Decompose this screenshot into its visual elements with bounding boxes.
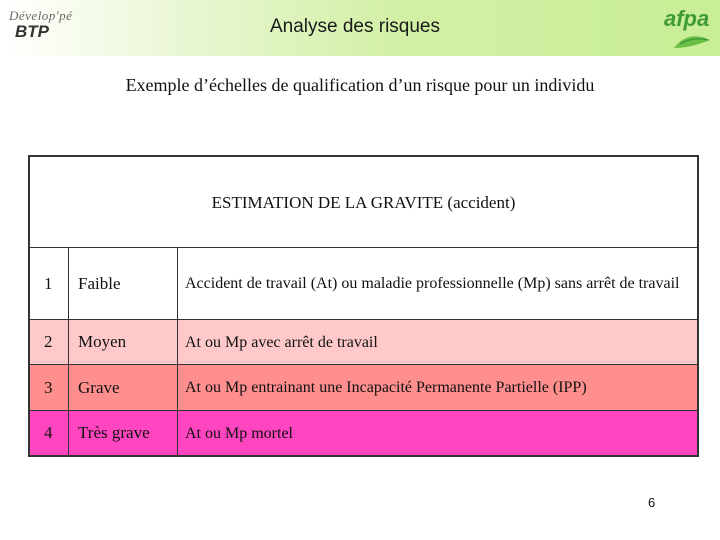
level-cell: 1 (30, 248, 69, 319)
description-cell: At ou Mp mortel (185, 424, 293, 442)
page-number: 6 (648, 495, 656, 510)
level-cell: 4 (30, 411, 69, 455)
label-cell: Grave (69, 365, 178, 410)
description-cell: At ou Mp avec arrêt de travail (185, 333, 378, 351)
level-cell: 2 (30, 320, 69, 364)
table-row (30, 411, 697, 455)
slide-subtitle: Exemple d’échelles de qualification d’un risque pour un individu (125, 75, 595, 95)
description-cell: Accident de travail (At) ou maladie professionnelle (Mp) sans arrêt de travail (185, 275, 680, 292)
afpa-leaf-icon (660, 4, 716, 52)
table-heading: ESTIMATION DE LA GRAVITE (accident) (211, 193, 516, 212)
btp-logo-tagline: Dévelop'pé (9, 8, 73, 23)
afpa-logo-text: afpa (664, 6, 710, 31)
label-cell: Moyen (69, 320, 178, 364)
table-row (30, 320, 697, 365)
page-title: Analyse des risques (269, 16, 441, 37)
afpa-logo (660, 4, 716, 52)
level-cell: 3 (30, 365, 69, 410)
description-cell: At ou Mp entrainant une Incapacité Permanente Partielle (IPP) (185, 379, 587, 396)
table-row (30, 248, 697, 320)
gravity-table (28, 155, 699, 457)
btp-logo-text: BTP (15, 22, 49, 41)
label-cell: Très grave (69, 411, 178, 455)
label-cell: Faible (69, 248, 178, 319)
table-row (30, 365, 697, 411)
table-heading-row (30, 157, 697, 248)
